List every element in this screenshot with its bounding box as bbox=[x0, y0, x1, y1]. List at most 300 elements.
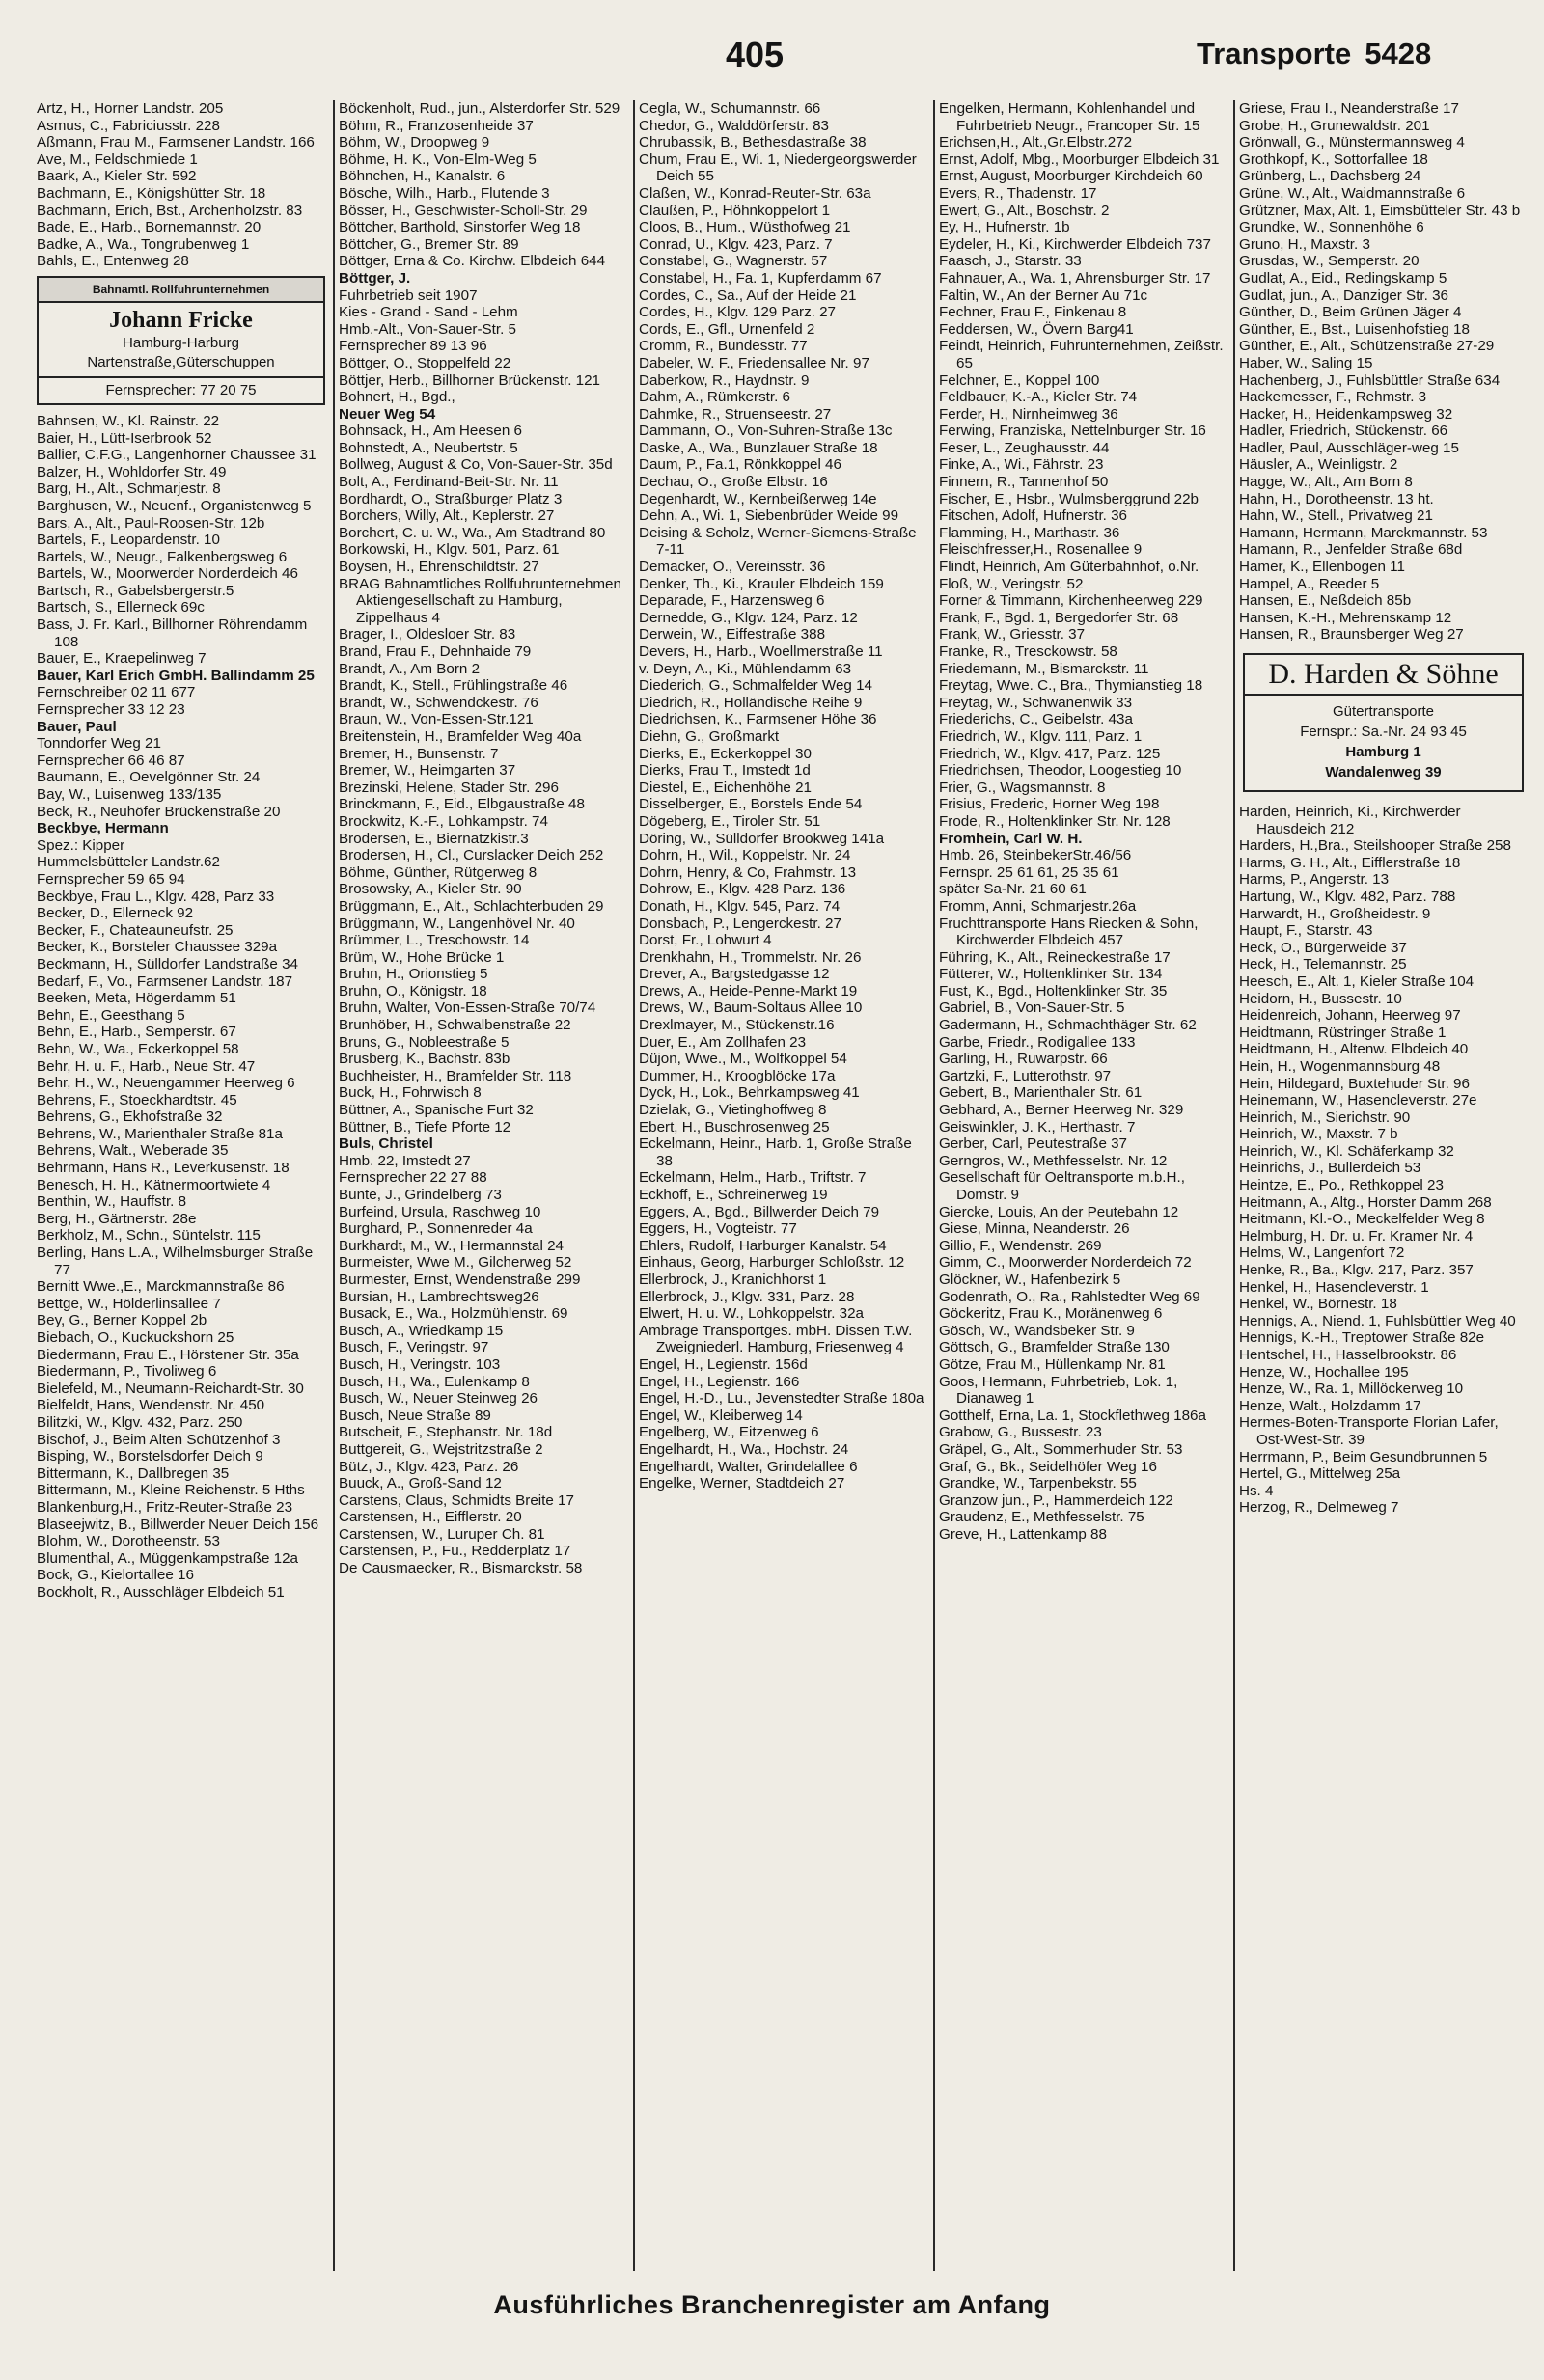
directory-entry: Drews, W., Baum-Soltaus Allee 10 bbox=[639, 999, 863, 1017]
directory-entry: Dummer, H., Kroogblöcke 17a bbox=[639, 1067, 836, 1084]
directory-entry: Hansen, R., Braunsberger Weg 27 bbox=[1239, 626, 1464, 643]
directory-entry: Bock, G., Kielortallee 16 bbox=[37, 1567, 194, 1584]
directory-entry: Grobe, H., Grunewaldstr. 201 bbox=[1239, 117, 1430, 134]
directory-entry: Ballier, C.F.G., Langenhorner Chaussee 31 bbox=[37, 447, 317, 464]
directory-entry: Henke, R., Ba., Klgv. 217, Parz. 357 bbox=[1239, 1262, 1474, 1279]
directory-entry: Diederich, G., Schmalfelder Weg 14 bbox=[639, 677, 872, 695]
column-5 bbox=[1233, 100, 1533, 2271]
advert-line: Fernspr.: Sa.-Nr. 24 93 45 bbox=[1300, 724, 1467, 740]
directory-entry: Häusler, A., Weinligstr. 2 bbox=[1239, 456, 1398, 474]
section-name: Transporte bbox=[1197, 37, 1352, 70]
directory-entry: Harden, Heinrich, Ki., Kirchwerder Hausdeich 212 bbox=[1239, 804, 1461, 837]
directory-entry: Dohrn, Henry, & Co, Frahmstr. 13 bbox=[639, 863, 857, 881]
directory-entry: Gillio, F., Wendenstr. 269 bbox=[939, 1237, 1102, 1254]
directory-entry: Grabow, G., Bussestr. 23 bbox=[939, 1424, 1102, 1441]
directory-entry: Hentschel, H., Hasselbrookstr. 86 bbox=[1239, 1347, 1457, 1363]
directory-entry: Gesellschaft für Oeltransporte m.b.H., Domstr. 9 bbox=[939, 1169, 1185, 1203]
directory-entry: Deparade, F., Harzensweg 6 bbox=[639, 592, 825, 610]
directory-entry: Forner & Timmann, Kirchenheerweg 229 bbox=[939, 592, 1203, 610]
directory-entry: Dierks, E., Eckerkoppel 30 bbox=[639, 745, 812, 762]
directory-entry: Hamann, Hermann, Marckmannstr. 53 bbox=[1239, 524, 1488, 541]
directory-entry: Göckeritz, Frau K., Moränenweg 6 bbox=[939, 1305, 1163, 1323]
directory-entry: Cegla, W., Schumannstr. 66 bbox=[639, 100, 821, 117]
directory-entry: Busch, F., Veringstr. 97 bbox=[339, 1339, 489, 1356]
directory-entry: Claußen, P., Höhnkoppelort 1 bbox=[639, 202, 831, 219]
directory-entry: Grützner, Max, Alt. 1, Eimsbütteler Str. 43 b bbox=[1239, 202, 1521, 219]
directory-entry: Harms, P., Angerstr. 13 bbox=[1239, 871, 1390, 889]
directory-entry: Frank, F., Bgd. 1, Bergedorfer Str. 68 bbox=[939, 609, 1179, 626]
directory-entry: Fernsprecher 59 65 94 bbox=[37, 870, 185, 888]
directory-entry: Hampel, A., Reeder 5 bbox=[1239, 575, 1380, 592]
directory-entry: Diestel, E., Eichenhöhe 21 bbox=[639, 779, 812, 796]
directory-entry: Fust, K., Bgd., Holtenklinker Str. 35 bbox=[939, 982, 1168, 999]
directory-entry: Boysen, H., Ehrenschildtstr. 27 bbox=[339, 559, 539, 576]
directory-entry: Fernsprecher 89 13 96 bbox=[339, 338, 487, 355]
directory-entry: Blohm, W., Dorotheenstr. 53 bbox=[37, 1533, 220, 1550]
directory-entry: Chum, Frau E., Wi. 1, Niedergeorgswerder Deich 55 bbox=[639, 150, 917, 185]
directory-entry: Geiswinkler, J. K., Herthastr. 7 bbox=[939, 1118, 1136, 1135]
directory-entry: Frank, W., Griesstr. 37 bbox=[939, 626, 1086, 643]
directory-entry: Eckhoff, E., Schreinerweg 19 bbox=[639, 1187, 828, 1203]
directory-entry: Fahnauer, A., Wa. 1, Ahrensburger Str. 17 bbox=[939, 269, 1211, 287]
directory-entry: Burmeister, Wwe M., Gilcherweg 52 bbox=[339, 1254, 572, 1272]
directory-entry: Bittermann, K., Dallbregen 35 bbox=[37, 1464, 230, 1482]
directory-entry: Bahls, E., Entenweg 28 bbox=[37, 253, 189, 270]
directory-entry: Griese, Frau I., Neanderstraße 17 bbox=[1239, 100, 1459, 117]
directory-entry: Hamer, K., Ellenbogen 11 bbox=[1239, 559, 1405, 576]
directory-entry: Eckelmann, Heinr., Harb. 1, Große Straße 38 bbox=[639, 1135, 912, 1169]
directory-entry: Friedrichsen, Theodor, Loogestieg 10 bbox=[939, 762, 1182, 780]
directory-entry: Gartzki, F., Lutterothstr. 97 bbox=[939, 1067, 1112, 1084]
directory-entry: Frier, G., Wagsmannstr. 8 bbox=[939, 779, 1106, 796]
directory-entry: Brockwitz, K.-F., Lohkampstr. 74 bbox=[339, 812, 548, 830]
directory-entry: Felchner, E., Koppel 100 bbox=[939, 371, 1100, 389]
directory-entry: Heinrich, M., Sierichstr. 90 bbox=[1239, 1108, 1411, 1126]
directory-entry: Heitmann, Kl.-O., Meckelfelder Weg 8 bbox=[1239, 1211, 1485, 1228]
directory-entry: Heitmann, A., Altg., Horster Damm 268 bbox=[1239, 1193, 1492, 1211]
directory-entry: Hmb. 26, SteinbekerStr.46/56 bbox=[939, 847, 1132, 864]
directory-entry: Engelhardt, H., Wa., Hochstr. 24 bbox=[639, 1440, 849, 1458]
directory-entry: Hansen, E., Neßdeich 85b bbox=[1239, 592, 1412, 610]
directory-entry: Buchheister, H., Bramfelder Str. 118 bbox=[339, 1067, 572, 1084]
directory-entry: Drenkhahn, H., Trommelstr. Nr. 26 bbox=[639, 948, 862, 966]
directory-entry: Blumenthal, A., Müggenkampstraße 12a bbox=[37, 1549, 298, 1567]
directory-entry: Brunhöber, H., Schwalbenstraße 22 bbox=[339, 1017, 571, 1034]
advert-line: Gütertransporte bbox=[1332, 703, 1435, 720]
directory-entry: Büttner, A., Spanische Furt 32 bbox=[339, 1102, 534, 1119]
directory-entry: Fuhrbetrieb seit 1907 bbox=[339, 287, 478, 304]
directory-entry: Bilitzki, W., Klgv. 432, Parz. 250 bbox=[37, 1413, 243, 1431]
directory-entry: Artz, H., Horner Landstr. 205 bbox=[37, 100, 224, 117]
directory-entry: Brezinski, Helene, Stader Str. 296 bbox=[339, 779, 559, 796]
directory-entry: Henze, Walt., Holzdamm 17 bbox=[1239, 1397, 1421, 1414]
directory-entry: Bruhn, H., Orionstieg 5 bbox=[339, 966, 488, 983]
directory-entry: Gadermann, H., Schmachthäger Str. 62 bbox=[939, 1017, 1197, 1034]
directory-entry: Böttcher, Barthold, Sinstorfer Weg 18 bbox=[339, 219, 581, 236]
directory-entry: Engelberg, W., Eitzenweg 6 bbox=[639, 1424, 819, 1441]
directory-entry: Beckbye, Frau L., Klgv. 428, Parz 33 bbox=[37, 888, 275, 905]
directory-entry: Feindt, Heinrich, Fuhrunternehmen, Zeißstr. 65 bbox=[939, 338, 1224, 371]
directory-entry: Brusberg, K., Bachstr. 83b bbox=[339, 1051, 510, 1068]
directory-entry: Hartung, W., Klgv. 482, Parz. 788 bbox=[1239, 888, 1456, 905]
directory-entry: Gruno, H., Maxstr. 3 bbox=[1239, 235, 1370, 253]
directory-entry: Brandt, W., Schwendckestr. 76 bbox=[339, 694, 538, 711]
directory-entry: Günther, E., Bst., Luisenhofstieg 18 bbox=[1239, 320, 1470, 338]
directory-entry: Engelken, Hermann, Kohlenhandel und Fuhrbetrieb Neugr., Francoper Str. 15 bbox=[939, 100, 1200, 134]
directory-entry: Brinckmann, F., Eid., Elbgaustraße 48 bbox=[339, 796, 585, 813]
directory-entry: Granzow jun., P., Hammerdeich 122 bbox=[939, 1491, 1173, 1509]
directory-entry: Böhm, W., Droopweg 9 bbox=[339, 134, 490, 151]
directory-entry: Dyck, H., Lok., Behrkampsweg 41 bbox=[639, 1084, 860, 1102]
directory-entry: Borchers, Willy, Alt., Keplerstr. 27 bbox=[339, 507, 555, 525]
directory-entry: Bütz, J., Klgv. 423, Parz. 26 bbox=[339, 1458, 519, 1475]
directory-entry: Daske, A., Wa., Bunzlauer Straße 18 bbox=[639, 439, 878, 456]
directory-entry: Busch, A., Wriedkamp 15 bbox=[339, 1322, 504, 1339]
directory-entry: Grandke, W., Tarpenbekstr. 55 bbox=[939, 1475, 1137, 1492]
directory-entry: Heidtmann, H., Altenw. Elbdeich 40 bbox=[1239, 1041, 1469, 1058]
directory-entry: Gösch, W., Wandsbeker Str. 9 bbox=[939, 1322, 1135, 1339]
directory-entry: Herzog, R., Delmeweg 7 bbox=[1239, 1499, 1399, 1517]
directory-entry: Behrens, F., Stoeckhardtstr. 45 bbox=[37, 1091, 237, 1108]
directory-entry: Dorst, Fr., Lohwurt 4 bbox=[639, 932, 772, 949]
directory-entry: Heinrich, W., Kl. Schäferkamp 32 bbox=[1239, 1142, 1454, 1160]
directory-entry: Eydeler, H., Ki., Kirchwerder Elbdeich 737 bbox=[939, 235, 1211, 253]
directory-entry: Drews, A., Heide-Penne-Markt 19 bbox=[639, 982, 858, 999]
section-number: 5428 bbox=[1365, 37, 1432, 70]
directory-entry: Dahm, A., Rümkerstr. 6 bbox=[639, 389, 790, 406]
directory-entry: Hansen, K.-H., Mehrensкamp 12 bbox=[1239, 609, 1452, 626]
page-header bbox=[0, 29, 1544, 87]
directory-entry: Becker, D., Ellerneck 92 bbox=[37, 905, 194, 922]
directory-entry: Donath, H., Klgv. 545, Parz. 74 bbox=[639, 897, 841, 915]
directory-entry: Bars, A., Alt., Paul-Roosen-Str. 12b bbox=[37, 514, 265, 532]
directory-entry: Böhme, H. K., Von-Elm-Weg 5 bbox=[339, 150, 537, 168]
directory-entry: Büttner, B., Tiefe Pforte 12 bbox=[339, 1118, 511, 1135]
directory-entry: Becker, K., Borsteler Chaussee 329a bbox=[37, 939, 278, 956]
directory-entry: Flamming, H., Marthastr. 36 bbox=[939, 524, 1120, 541]
directory-entry: Gabriel, B., Von-Sauer-Str. 5 bbox=[939, 999, 1125, 1017]
directory-entry: Busch, W., Neuer Steinweg 26 bbox=[339, 1390, 538, 1408]
directory-entry: Helmburg, H. Dr. u. Fr. Kramer Nr. 4 bbox=[1239, 1227, 1474, 1245]
directory-entry: Constabel, G., Wagnerstr. 57 bbox=[639, 253, 828, 270]
directory-entry: Brümmer, L., Treschowstr. 14 bbox=[339, 932, 530, 949]
directory-entry: Friederichs, C., Geibelstr. 43a bbox=[939, 711, 1133, 728]
directory-entry: Garbe, Friedr., Rodigallee 133 bbox=[939, 1033, 1136, 1051]
directory-entry: Heinemann, W., Hasencleverstr. 27e bbox=[1239, 1092, 1477, 1109]
directory-entry: Böhnchen, H., Kanalstr. 6 bbox=[339, 168, 506, 185]
directory-entry: Busch, H., Veringstr. 103 bbox=[339, 1355, 501, 1373]
directory-entry: Diedrichsen, K., Farmsener Höhe 36 bbox=[639, 711, 877, 728]
directory-entry: Braun, W., Von-Essen-Str.121 bbox=[339, 711, 534, 728]
directory-entry: Ferder, H., Nirnheimweg 36 bbox=[939, 405, 1118, 423]
advert-name: D. Harden & Söhne bbox=[1245, 655, 1522, 696]
directory-entry: Gimm, C., Moorwerder Norderdeich 72 bbox=[939, 1254, 1192, 1272]
directory-entry: Götze, Frau M., Hüllenkamp Nr. 81 bbox=[939, 1355, 1166, 1373]
directory-entry: Ellerbrock, J., Klgv. 331, Parz. 28 bbox=[639, 1288, 855, 1305]
directory-entry: Bielefeld, M., Neumann-Reichardt-Str. 30 bbox=[37, 1380, 304, 1397]
directory-entry: Bruhn, Walter, Von-Essen-Straße 70/74 bbox=[339, 999, 596, 1017]
directory-entry: Grüne, W., Alt., Waidmannstraße 6 bbox=[1239, 184, 1466, 202]
directory-entry: Fleischfresser,H., Rosenallee 9 bbox=[939, 541, 1143, 559]
directory-entry: Dehn, A., Wi. 1, Siebenbrüder Weide 99 bbox=[639, 507, 899, 525]
directory-entry: Baumann, E., Oevelgönner Str. 24 bbox=[37, 769, 261, 786]
directory-entry: Baark, A., Kieler Str. 592 bbox=[37, 168, 197, 185]
directory-entry: Goos, Hermann, Fuhrbetrieb, Lok. 1, Dianaweg 1 bbox=[939, 1373, 1178, 1408]
directory-entry: Busch, Neue Straße 89 bbox=[339, 1407, 491, 1424]
directory-entry: Harders, H.,Bra., Steilshooper Straße 258 bbox=[1239, 837, 1511, 855]
directory-entry: Bordhardt, O., Straßburger Platz 3 bbox=[339, 490, 563, 507]
directory-entry: Ave, M., Feldschmiede 1 bbox=[37, 150, 198, 168]
directory-entry: Fernsprecher 22 27 88 bbox=[339, 1169, 487, 1187]
directory-entry: später Sa-Nr. 21 60 61 bbox=[939, 881, 1087, 898]
directory-entry: Garling, H., Ruwarpstr. 66 bbox=[939, 1051, 1108, 1068]
directory-entry: Böckenholt, Rud., jun., Alsterdorfer Str. 529 bbox=[339, 100, 620, 117]
directory-entry: Diedrich, R., Holländische Reihe 9 bbox=[639, 694, 863, 711]
directory-entry: Bisping, W., Borstelsdorfer Deich 9 bbox=[37, 1448, 263, 1465]
directory-entry: Hennigs, K.-H., Treptower Straße 82e bbox=[1239, 1329, 1485, 1347]
directory-entry: Franke, R., Tresckowstr. 58 bbox=[939, 643, 1117, 660]
directory-entry: Busack, E., Wa., Holzmühlenstr. 69 bbox=[339, 1305, 568, 1323]
directory-entry: Brager, I., Oldesloer Str. 83 bbox=[339, 626, 516, 643]
directory-entry: Dammann, O., Von-Suhren-Straße 13c bbox=[639, 423, 893, 440]
directory-entry: Bartels, W., Moorwerder Norderdeich 46 bbox=[37, 565, 298, 583]
directory-entry: Günther, E., Alt., Schützenstraße 27-29 bbox=[1239, 338, 1495, 355]
directory-entry: Bolt, A., Ferdinand-Beit-Str. Nr. 11 bbox=[339, 474, 559, 491]
advert-phone: Fernsprecher: 77 20 75 bbox=[39, 376, 323, 403]
directory-entry: Grünberg, L., Dachsberg 24 bbox=[1239, 168, 1421, 185]
directory-entry: Harms, G. H., Alt., Eifflerstraße 18 bbox=[1239, 854, 1461, 871]
directory-entry: Bohnert, H., Bgd., bbox=[339, 389, 455, 406]
directory-entry: Badke, A., Wa., Tongrubenweg 1 bbox=[37, 235, 250, 253]
directory-entry: Günther, D., Beim Grünen Jäger 4 bbox=[1239, 304, 1462, 321]
directory-entry: Bittermann, M., Kleine Reichenstr. 5 Hths bbox=[37, 1482, 305, 1499]
directory-entry: Grönwall, G., Münstermannsweg 4 bbox=[1239, 134, 1465, 151]
directory-entry: Hacker, H., Heidenkampsweg 32 bbox=[1239, 405, 1453, 423]
directory-entry: Beeken, Meta, Högerdamm 51 bbox=[37, 990, 236, 1007]
directory-entry: Engel, H., Legienstr. 156d bbox=[639, 1355, 808, 1373]
directory-entry: Bauer, E., Kraepelinweg 7 bbox=[37, 650, 207, 668]
directory-entry: Giese, Minna, Neanderstr. 26 bbox=[939, 1220, 1130, 1238]
directory-entry: Bartels, F., Leopardenstr. 10 bbox=[37, 532, 220, 549]
directory-entry: Benesch, H. H., Kätnermoortwiete 4 bbox=[37, 1176, 271, 1193]
directory-entry: Daum, P., Fa.1, Rönkkoppel 46 bbox=[639, 456, 841, 474]
directory-entry: Böttcher, G., Bremer Str. 89 bbox=[339, 235, 519, 253]
directory-entry: Heintze, E., Po., Rethkoppel 23 bbox=[1239, 1177, 1444, 1194]
directory-entry: Gotthelf, Erna, La. 1, Stockflethweg 186a bbox=[939, 1407, 1206, 1424]
directory-entry: Friedemann, M., Bismarckstr. 11 bbox=[939, 660, 1149, 677]
directory-entry: Constabel, H., Fa. 1, Kupferdamm 67 bbox=[639, 269, 882, 287]
advert-fricke bbox=[37, 276, 325, 405]
directory-entry: Heidorn, H., Bussestr. 10 bbox=[1239, 990, 1402, 1007]
directory-entry: Berg, H., Gärtnerstr. 28e bbox=[37, 1210, 197, 1227]
directory-entry: Fischer, E., Hsbr., Wulmsberggrund 22b bbox=[939, 490, 1199, 507]
directory-entry: Berkholz, M., Schn., Süntelstr. 115 bbox=[37, 1227, 261, 1245]
directory-entry: Grundke, W., Sonnenhöhe 6 bbox=[1239, 219, 1424, 236]
directory-entry: Hein, Hildegard, Buxtehuder Str. 96 bbox=[1239, 1075, 1470, 1092]
directory-entry: Helms, W., Langenfort 72 bbox=[1239, 1245, 1405, 1262]
directory-entry: Henze, W., Hochallee 195 bbox=[1239, 1363, 1409, 1381]
directory-entry: Brüm, W., Hohe Brücke 1 bbox=[339, 948, 505, 966]
directory-entry: Finke, A., Wi., Fährstr. 23 bbox=[939, 456, 1104, 474]
directory-entry: Dögeberg, E., Tiroler Str. 51 bbox=[639, 812, 821, 830]
directory-entry: Grusdas, W., Semperstr. 20 bbox=[1239, 253, 1420, 270]
directory-entry: Donsbach, P., Lengerckestr. 27 bbox=[639, 915, 841, 932]
directory-entry: Bay, W., Luisenweg 133/135 bbox=[37, 786, 222, 803]
directory-entry: Benthin, W., Hauffstr. 8 bbox=[37, 1193, 187, 1211]
directory-entry: Henkel, W., Börnestr. 18 bbox=[1239, 1296, 1397, 1313]
directory-entry: Hachenberg, J., Fuhlsbüttler Straße 634 bbox=[1239, 371, 1501, 389]
advert-harden bbox=[1243, 653, 1524, 792]
directory-entry: Hackemesser, F., Rehmstr. 3 bbox=[1239, 389, 1427, 406]
directory-entry: Becker, F., Chateauneufstr. 25 bbox=[37, 921, 234, 939]
page-number: 405 bbox=[726, 35, 785, 74]
directory-entry: Hummelsbütteler Landstr.62 bbox=[37, 854, 220, 871]
directory-entry: Behrens, G., Ekhofstraße 32 bbox=[37, 1108, 223, 1126]
directory-entry: Ernst, Adolf, Mbg., Moorburger Elbdeich 31 bbox=[939, 150, 1220, 168]
directory-entry: Ernst, August, Moorburger Kirchdeich 60 bbox=[939, 168, 1203, 185]
directory-entry: Degenhardt, W., Kernbeißerweg 14e bbox=[639, 490, 877, 507]
directory-entry: Carstens, Claus, Schmidts Breite 17 bbox=[339, 1491, 574, 1509]
directory-entry: Burfeind, Ursula, Raschweg 10 bbox=[339, 1203, 541, 1220]
directory-entry: Heinrich, W., Maxstr. 7 b bbox=[1239, 1126, 1398, 1143]
directory-entry: Heidenreich, Johann, Heerweg 97 bbox=[1239, 1007, 1461, 1025]
column-1 bbox=[33, 100, 333, 2271]
directory-entry: Tonndorfer Weg 21 bbox=[37, 735, 161, 752]
directory-entry: Ewert, G., Alt., Boschstr. 2 bbox=[939, 202, 1110, 219]
directory-entry: Fromhein, Carl W. H. bbox=[939, 830, 1083, 847]
directory-entry: Behn, E., Geesthang 5 bbox=[37, 1006, 185, 1024]
directory-entry: Engel, H.-D., Lu., Jevenstedter Straße 180a bbox=[639, 1390, 924, 1408]
column-3 bbox=[633, 100, 933, 2271]
directory-entry: Bischof, J., Beim Alten Schützenhof 3 bbox=[37, 1431, 281, 1448]
directory-entry: Bahnsen, W., Kl. Rainstr. 22 bbox=[37, 412, 220, 429]
directory-entry: Heinrichs, J., Bullerdeich 53 bbox=[1239, 1160, 1421, 1177]
directory-entry: Buuck, A., Groß-Sand 12 bbox=[339, 1475, 502, 1492]
directory-entry: Biebach, O., Kuckuckshorn 25 bbox=[37, 1329, 234, 1346]
directory-entry: Bösser, H., Geschwister-Scholl-Str. 29 bbox=[339, 202, 588, 219]
directory-entry: Hadler, Paul, Ausschläger-weg 15 bbox=[1239, 439, 1459, 456]
directory-entry: Demacker, O., Vereinsstr. 36 bbox=[639, 559, 826, 576]
directory-entry: Ey, H., Hufnerstr. 1b bbox=[939, 219, 1070, 236]
directory-entry: Duer, E., Am Zollhafen 23 bbox=[639, 1033, 807, 1051]
directory-entry: Eckelmann, Helm., Harb., Triftstr. 7 bbox=[639, 1169, 867, 1187]
directory-entry: Bremer, W., Heimgarten 37 bbox=[339, 762, 516, 780]
directory-entry: Böttger, J. bbox=[339, 269, 411, 287]
directory-entry: Düjon, Wwe., M., Wolfkoppel 54 bbox=[639, 1051, 847, 1068]
directory-entry: Heesch, E., Alt. 1, Kieler Straße 104 bbox=[1239, 972, 1475, 990]
directory-entry: Brodersen, E., Biernatzkistr.3 bbox=[339, 830, 529, 847]
directory-entry: Bettge, W., Hölderlinsallee 7 bbox=[37, 1295, 221, 1312]
directory-entry: Chrubassik, B., Bethesdastraße 38 bbox=[639, 134, 867, 151]
column-4 bbox=[933, 100, 1233, 2271]
directory-entry: Gerber, Carl, Peutestraße 37 bbox=[939, 1135, 1127, 1153]
directory-entry: Biedermann, P., Tivoliweg 6 bbox=[37, 1363, 217, 1381]
directory-entry: Friedrich, W., Klgv. 417, Parz. 125 bbox=[939, 745, 1161, 762]
directory-entry: Disselberger, E., Borstels Ende 54 bbox=[639, 796, 863, 813]
directory-entry: Heidtmann, Rüstringer Straße 1 bbox=[1239, 1024, 1447, 1041]
directory-entry: Diehn, G., Großmarkt bbox=[639, 727, 780, 745]
directory-entry: Fütterer, W., Holtenklinker Str. 134 bbox=[939, 966, 1163, 983]
directory-entry: Fromm, Anni, Schmarjestr.26a bbox=[939, 897, 1137, 915]
advert-line: Wandalenweg 39 bbox=[1325, 764, 1442, 780]
directory-entry: Bohnsack, H., Am Heesen 6 bbox=[339, 423, 522, 440]
footer-note: Ausführliches Branchenregister am Anfang bbox=[493, 2290, 1051, 2319]
directory-entry: Dohrow, E., Klgv. 428 Parz. 136 bbox=[639, 881, 846, 898]
directory-entry: Engel, W., Kleiberweg 14 bbox=[639, 1407, 803, 1424]
directory-entry: Faltin, W., An der Berner Au 71c bbox=[939, 287, 1148, 304]
directory-entry: Ambrage Transportges. mbH. Dissen T.W. Zweigniederl. Hamburg, Friesenweg 4 bbox=[639, 1322, 913, 1356]
directory-entry: Böttjer, Herb., Billhorner Brückenstr. 121 bbox=[339, 371, 600, 389]
directory-entry: Hein, H., Wogenmannsburg 48 bbox=[1239, 1057, 1441, 1075]
directory-entry: Beckmann, H., Sülldorfer Landstraße 34 bbox=[37, 955, 298, 972]
directory-entry: Freytag, Wwe. C., Bra., Thymianstieg 18 bbox=[939, 677, 1203, 695]
directory-entry: Führing, K., Alt., Reineckestraße 17 bbox=[939, 948, 1171, 966]
directory-entry: Erichsen,H., Alt.,Gr.Elbstr.272 bbox=[939, 134, 1133, 151]
directory-entry: Aßmann, Frau M., Farmsener Landstr. 166 bbox=[37, 134, 315, 151]
directory-entry: Frisius, Frederic, Horner Weg 198 bbox=[939, 796, 1160, 813]
directory-entry: Flindt, Heinrich, Am Güterbahnhof, o.Nr. bbox=[939, 559, 1199, 576]
directory-entry: Balzer, H., Wohldorfer Str. 49 bbox=[37, 463, 227, 480]
directory-entry: Bartels, W., Neugr., Falkenbergsweg 6 bbox=[37, 548, 288, 565]
directory-entry: Glöckner, W., Hafenbezirk 5 bbox=[939, 1271, 1121, 1288]
directory-entry: Einhaus, Georg, Harburger Schloßstr. 12 bbox=[639, 1254, 905, 1272]
directory-entry: Drexlmayer, M., Stückenstr.16 bbox=[639, 1017, 835, 1034]
directory-entry: Hahn, H., Dorotheenstr. 13 ht. bbox=[1239, 490, 1434, 507]
directory-entry: Ferwing, Franziska, Nettelnburger Str. 16 bbox=[939, 423, 1206, 440]
directory-entry: Feldbauer, K.-A., Kieler Str. 74 bbox=[939, 389, 1138, 406]
directory-entry: Busch, H., Wa., Eulenkamp 8 bbox=[339, 1373, 530, 1390]
directory-entry: Böttger, O., Stoppelfeld 22 bbox=[339, 354, 511, 371]
directory-entry: Carstensen, H., Eifflerstr. 20 bbox=[339, 1509, 522, 1526]
directory-columns bbox=[33, 100, 1534, 2271]
directory-entry: Finnern, R., Tannenhof 50 bbox=[939, 474, 1109, 491]
directory-entry: Döring, W., Sülldorfer Brookweg 141a bbox=[639, 830, 885, 847]
directory-entry: Cords, E., Gfl., Urnenfeld 2 bbox=[639, 320, 815, 338]
directory-entry: Kies - Grand - Sand - Lehm bbox=[339, 304, 518, 321]
directory-entry: Faasch, J., Starstr. 33 bbox=[939, 253, 1082, 270]
directory-entry: Brodersen, H., Cl., Curslacker Deich 252 bbox=[339, 847, 604, 864]
directory-entry: Behn, W., Wa., Eckerkoppel 58 bbox=[37, 1040, 239, 1057]
directory-entry: Brandt, K., Stell., Frühlingstraße 46 bbox=[339, 677, 568, 695]
directory-entry: Burmester, Ernst, Wendenstraße 299 bbox=[339, 1271, 581, 1288]
directory-entry: Freytag, W., Schwanenwik 33 bbox=[939, 694, 1133, 711]
directory-entry: Behrens, W., Marienthaler Straße 81a bbox=[37, 1125, 283, 1142]
directory-entry: Harwardt, H., Großheidestr. 9 bbox=[1239, 905, 1431, 922]
directory-entry: Gudlat, A., Eid., Redingskamp 5 bbox=[1239, 269, 1448, 287]
directory-entry: Henze, W., Ra. 1, Millöckerweg 10 bbox=[1239, 1381, 1464, 1398]
column-2 bbox=[333, 100, 633, 2271]
directory-entry: Claßen, W., Konrad-Reuter-Str. 63a bbox=[639, 184, 871, 202]
directory-entry: Derwein, W., Eiffestraße 388 bbox=[639, 626, 826, 643]
directory-entry: Hermes-Boten-Transporte Florian Lafer, Ost-West-Str. 39 bbox=[1239, 1414, 1499, 1448]
directory-entry: Engelke, Werner, Stadtdeich 27 bbox=[639, 1475, 845, 1492]
directory-entry: Frode, R., Holtenklinker Str. Nr. 128 bbox=[939, 812, 1171, 830]
directory-entry: Blaseejwitz, B., Billwerder Neuer Deich 156 bbox=[37, 1516, 319, 1533]
directory-entry: Bruhn, O., Königstr. 18 bbox=[339, 982, 487, 999]
advert-tag: Bahnamtl. Rollfuhrunternehmen bbox=[39, 278, 323, 303]
directory-entry: Fernspr. 25 61 61, 25 35 61 bbox=[939, 863, 1119, 881]
directory-entry: Beck, R., Neuhöfer Brückenstraße 20 bbox=[37, 803, 281, 820]
directory-entry: Bösche, Wilh., Harb., Flutende 3 bbox=[339, 184, 550, 202]
directory-entry: Bartsch, R., Gabelsbergerstr.5 bbox=[37, 582, 234, 599]
directory-entry: Asmus, C., Fabriciusstr. 228 bbox=[37, 117, 220, 134]
directory-entry: Heck, O., Bürgerweide 37 bbox=[1239, 939, 1407, 956]
directory-entry: Neuer Weg 54 bbox=[339, 405, 436, 423]
directory-entry: Conrad, U., Klgv. 423, Parz. 7 bbox=[639, 235, 833, 253]
directory-entry: Bockholt, R., Ausschläger Elbdeich 51 bbox=[37, 1583, 285, 1600]
directory-entry: Heck, H., Telemannstr. 25 bbox=[1239, 956, 1407, 973]
directory-entry: Bremer, H., Bunsenstr. 7 bbox=[339, 745, 499, 762]
